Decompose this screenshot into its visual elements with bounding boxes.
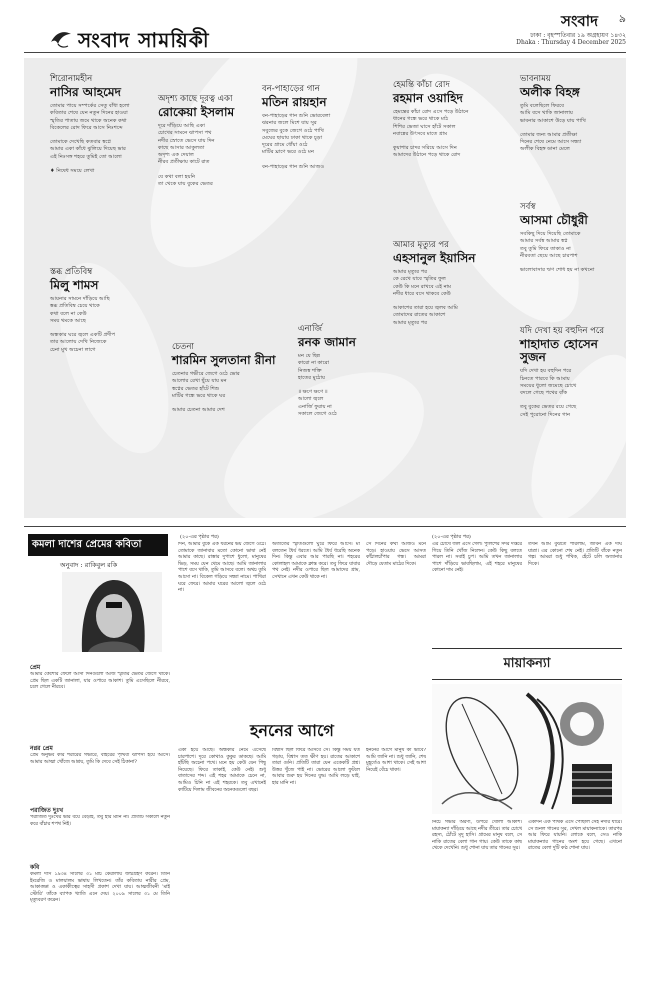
bio-label: কবি xyxy=(30,864,40,871)
poem-block xyxy=(158,92,253,188)
poem-text: আয়নার সামনে দাঁড়িয়ে আছি স্তব্ধ প্রতিবিম্ব চেয়ে থাকে কথা বলে না কেউ সময় থমকে আছে অন্ধকার ঘরে জ্বলে একটি প্রদীপ তার আলোয় দেখি নিজেকে চেনা মুখ অচেনা লাগে xyxy=(50,296,116,353)
poem-text: প্রেম অনুভব করি শরীরের গভীরে, বাইরের পৃথিবী ঝাপসা হয়ে আসে। আমার আত্মা খোঁজে আশ্রয়, তুমি কি দেবে সেই ঠিকানা? xyxy=(30,753,170,765)
abstract-illustration xyxy=(432,684,622,814)
story-column: সে দিনের কথা আজও মনে পড়ে। হাওয়ায় ভেসে আসত কাঁঠালচাঁপার গন্ধ। আমরা দৌড়ে যেতাম মাঠের দিকে। xyxy=(366,542,426,567)
poem-text: সবকিছু দিয়ে দিয়েছি তোমাকে আমার সর্বস্ব আমার স্বপ্ন তবু তুমি ফিরে তাকাও না নীরবতা ছেয়ে আছে চারপাশ ভালোবাসার ঋণ শোধ হয় না কখনো xyxy=(520,231,595,274)
date-english: Dhaka : Thursday 4 December 2025 xyxy=(516,39,626,46)
poem-title: চেতনা xyxy=(172,342,194,352)
story-column: তখন আমি বুঝতে পারলাম, জীবন এক দীর্ঘ যাত্রা। এর কোনো শেষ নেই। প্রতিটি বাঁকে নতুন গল্প। আমরা শুধু পথিক, হেঁটে চলি অজানার দিকে। xyxy=(528,542,622,567)
box-title: মায়াকন্যা xyxy=(432,648,622,680)
poem-author: আসমা চৌধুরী xyxy=(520,213,588,227)
story-title: হননের আগে xyxy=(250,721,334,740)
story-column: একদিন এক পথিক এসে পৌঁছাল সেই নদীর ধারে। সে শুনল গানের সুর, দেখল মায়াকন্যাকে। তারপর আর ফিরে যায়নি। লোকে বলে, সেও নাকি মায়াকন্যার গানের অংশ হয়ে গেছে। এখনো রাতের বেলা দুটি কণ্ঠ শোনা যায়। xyxy=(528,820,622,852)
poem-block xyxy=(298,322,388,418)
story-column: এর চোখে জল এসে গেল। পুলিশের সদর দপ্তরে গিয়ে তিনি খোঁজ নিলেন। কেউ কিছু বলতে পারল না। সবাই চুপ। আমি তখন জানালার পাশে দাঁড়িয়ে ভাবছিলাম, এই শহরে মানুষের কোনো দাম নেই। xyxy=(432,542,522,574)
poem-block xyxy=(50,72,150,175)
poem-block xyxy=(262,82,377,171)
poem-title: যদি দেখা হয় বহুদিন পরে xyxy=(520,326,605,336)
poem-title: হেমন্তি কাঁচা রোদ xyxy=(393,80,450,90)
poem-title: অদৃশ্য কাছে দূরত্ব একা xyxy=(158,94,233,104)
translator: অনুবাদ : রাকিবুল রকি xyxy=(60,561,118,569)
story-column: দিন, আমার বুকে এক ধরনের ভয় জেগে ওঠে। তোমাকে জানাবার মতো কোনো ভাষা নেই আমার কাছে। রাস্তার দুপাশে ধুলো, মানুষের ভিড়, সময় যেন থেমে আছে। আমি জানালার পাশে বসে থাকি, তুমি আসবে বলে। অথচ তুমি আসো না। বিকেল গড়িয়ে সন্ধ্যা নামে। পাখিরা ঘরে ফেরে। আমার ঘরের আলো জ্বলে ওঠে না। xyxy=(178,542,266,594)
poem-label: প্রেম xyxy=(30,664,41,671)
poem-text: দূরে দাঁড়িয়ে আছি একা চোখের সামনে ঝাপসা পথ নদীর স্রোতে ভেসে যায় দিন কাছে আসার আকুলতা অদৃশ্য এক দেয়াল নীরব প্রতীক্ষায় কাটে রাত যে কথা বলা হয়নি তা থেকে যায় বুকের ভেতর xyxy=(158,123,215,187)
poem-text: চেতনার গভীরে জেগে ওঠে ভোর আলোর রেখা ছুঁয়ে যায় মন স্বপ্নের ভেতর হাঁটে শিশু মাটির গন্ধে ভরে থাকে ঘর আমার চেতনা আমার দেশ xyxy=(172,371,240,414)
date-bengali: ঢাকা : বৃহস্পতিবার ১৯ অগ্রহায়ণ ১৪৩২ xyxy=(530,32,626,39)
story-column: অতীতের স্মৃতিগুলো ঘুরে ফিরে আসে। মা বলতেন ধৈর্য ধরতে। আমি ধৈর্য ধরেছি অনেক দিন। কিন্তু এবার আর পারছি না। শহরের কোলাহল আমাকে ক্লান্ত করে। তবু ফিরে যাবার পথ নেই। নদীর ওপারে ছিল আমাদের গ্রাম, সেখানে এখন কেউ থাকে না। xyxy=(272,542,360,580)
continued-label: (২০-এর পৃষ্ঠার পর) xyxy=(432,534,471,540)
poem-label: পরাজিত দুঃখ xyxy=(30,807,64,814)
poem-author: অলীক বিহঙ্গ xyxy=(520,85,580,99)
continued-label: (২০-এর পৃষ্ঠার পর) xyxy=(180,534,219,540)
bird-logo-icon xyxy=(48,24,74,50)
poem-text: বন-পাহাড়ের গান শুনি ভোরবেলা ঝরনার জলে মিশে যায় সুর সবুজের বুকে জেগে ওঠে পাখি মেঘের ছায়ায় ঢাকা থাকে চূড়া দূরের গ্রামে ধোঁয়া ওঠে মাটির ঘ্রাণে ভরে ওঠে মন বন-পাহাড়ের গান শুনি আজও xyxy=(262,113,331,170)
poem-block xyxy=(520,72,620,154)
poem-author: এহসানুল ইয়াসিন xyxy=(393,251,476,265)
paper-name: সংবাদ xyxy=(561,12,598,30)
poem-text: তুমি বলেছিলে ফিরবে আমি বসে থাকি জানালায় ভাবনার আকাশে উড়ে যায় পাখি তোমার জন্য আমার প্রতীক্ষা দিনের শেষে নেমে আসে সন্ধ্যা অলীক বিহঙ্গ ডানা মেলে xyxy=(520,103,586,153)
bio-text: কমলা দাস ১৯৩৪ সালের ৩১ মার্চ কেরালায় জন্মগ্রহণ করেন। তিনি ইংরেজি ও মালয়ালম ভাষায় লিখতেন। তাঁর কবিতায় নারীর প্রেম, আকাঙ্ক্ষা ও একাকীত্বের সাহসী প্রকাশ দেখা যায়। আত্মজীবনী ‘মাই স্টোরি’ তাঁকে ব্যাপক খ্যাতি এনে দেয়। ২০০৯ সালের ৩১ মে তিনি মৃত্যুবরণ করেন। xyxy=(30,872,170,904)
poem-text: আমার কৈশোর ফেলে আসা দিনগুলো আজ স্মৃতির ভেতর জেগে থাকে। প্রেম ছিল একটি জানালা, যার ওপারে আকাশ। তুমি এসেছিলে নীরবে, চলে গেলে নীরবে। xyxy=(30,672,170,691)
poem-title: সর্বস্ব xyxy=(520,202,536,212)
poem-block xyxy=(393,238,508,327)
poem-text: যদি দেখা হয় বহুদিন পরে চিনতে পারবে কি আমায় সময়ের ধুলো জমেছে চোখে বদলে গেছে পথের বাঁক তবু বুকের ভেতর রয়ে গেছে সেই পুরোনো দিনের গান xyxy=(520,368,577,418)
poem-title: ভাবনাময় xyxy=(520,74,551,84)
story-column: নিচে গভীর অরণ্য, উপরে খোলা আকাশ। মায়াকন্যা দাঁড়িয়ে আছে নদীর তীরে। তার চোখে রহস্য, ঠোঁটে মৃদু হাসি। গ্রামের মানুষ বলে, সে নাকি রাতের বেলা গান গায়। কেউ তাকে কাছ থেকে দেখেনি। শুধু শোনা যায় তার গানের সুর। xyxy=(432,820,522,852)
poem-block xyxy=(50,265,150,354)
poem-block xyxy=(393,78,508,160)
page-number: ৯ xyxy=(618,12,626,25)
poem-text: আমার মৃত্যুর পর কে রেখে যাবে স্মৃতির ফুল কেউ কি মনে রাখবে এই নাম নদীর ধারে বসে থাকবে কেউ আকাশের তারা হয়ে জ্বলব আমি তোমাদের রাতের আকাশে আমার মৃত্যুর পর xyxy=(393,269,458,326)
poem-author: মিলু শামস xyxy=(50,278,99,292)
poem-author: শারমিন সুলতানা রীনা xyxy=(172,353,276,367)
poem-title: বন-পাহাড়ের গান xyxy=(262,84,320,94)
poem-author: শাহাদাত হোসেন সুজন xyxy=(520,337,598,365)
poem-author: নাসির আহমেদ xyxy=(50,85,121,99)
poem-block xyxy=(172,340,282,414)
poem-title: আমার মৃত্যুর পর xyxy=(393,240,449,250)
poem-title: স্তব্ধ প্রতিবিম্ব xyxy=(50,267,93,277)
poem-author: মতিন রায়হান xyxy=(262,95,327,109)
author-portrait xyxy=(62,572,162,652)
poem-text: পরাজিত দুঃখের ভার বয়ে বেড়াই, তবু হার মানি না। প্রতিটি সকালে নতুন করে বাঁচার শপথ নিই। xyxy=(30,815,170,827)
poem-author: রহমান ওয়াহিদ xyxy=(393,91,463,105)
poem-title: এনার্জি xyxy=(298,324,323,334)
poem-author: রনক জামান xyxy=(298,335,356,349)
poem-text: তোমার পায়ে সম্পর্কের সেতু বাঁধা হলো কবিতার শেষে যেন নতুন দিনের হাওয়া স্মৃতির পাতায় জমে থাকে অনেক কথা বিকেলের রোদ ফিরে আসে নিঃশব্দে তোমাকে দেখেছি কতবার স্বপ্নে আমার একা কাঁধে ঝুলিয়ে দিয়েছ ভার এই নিঃসঙ্গ শহরে তুমিই তো আলো ♦ নিষেধ সময়ে লেখা xyxy=(50,103,130,175)
story-column: বিশ্বাস ছিল ফিরে আসবে সে। কিন্তু সময় যত গড়ায়, বিশ্বাস তত ক্ষীণ হয়। রাতের আকাশে তারা গুনি। প্রতিটি তারা যেন একেকটি প্রশ্ন। উত্তর খুঁজে পাই না। ভোরের আলো ফুটলে আবার শুরু হয় দিনের যুদ্ধ। আমি লড়ে যাই, হার মানি না। xyxy=(272,748,360,786)
poem-title: শিরোনামহীন xyxy=(50,74,93,84)
section-title: সংবাদ সাময়িকী xyxy=(78,28,210,52)
poem-block xyxy=(520,324,620,419)
poem-text: মন যে ছিন্ন কারো না কারো নিজস্ব শক্তি হাতের মুঠোয় ॥ ক্ষণে ক্ষণে ॥ আলো জ্বলে এনার্জি ফুরায় না সকালে জেগে ওঠে xyxy=(298,353,337,417)
masthead-rule xyxy=(24,52,626,53)
story-column: একা হয়ে আছে। অন্ধকার নেমে এসেছে চারপাশে। দূরে কোথাও কুকুর ডাকছে। আমি হাঁটছি অচেনা পথে। মনে হয় কেউ যেন পিছু নিয়েছে। ফিরে তাকাই, কেউ নেই। শুধু বাতাসের শব্দ। এই শহর আমাকে চেনে না, আমিও চিনি না এই শহরকে। তবু এখানেই কাটিয়ে দিলাম জীবনের অনেকগুলো বছর। xyxy=(178,748,266,793)
poem-label: নগ্নর প্রেম xyxy=(30,745,53,752)
section-rule xyxy=(24,526,626,527)
poem-text: হেমন্তের কাঁচা রোদ এসে পড়ে উঠানে ধানের গন্ধে ভরে থাকে মাঠ শিশির ভেজা ঘাসে হাঁটে সকাল নবান্নের উৎসবে মাতে গ্রাম কুয়াশার চাদর সরিয়ে আসে দিন আমাদের উঠানে পড়ে থাকে রোদ xyxy=(393,109,469,159)
poem-block xyxy=(520,200,620,274)
story-column: হননের আগে মানুষ কী ভাবে? আমি জানি না। শুধু জানি, শেষ মুহূর্তেও আশা থাকে। সেই আশা নিয়েই বেঁচে থাকা। xyxy=(366,748,426,773)
poem-author: রোকেয়া ইসলাম xyxy=(158,105,235,119)
feature-title: কমলা দাশের প্রেমের কবিতা xyxy=(28,534,168,556)
